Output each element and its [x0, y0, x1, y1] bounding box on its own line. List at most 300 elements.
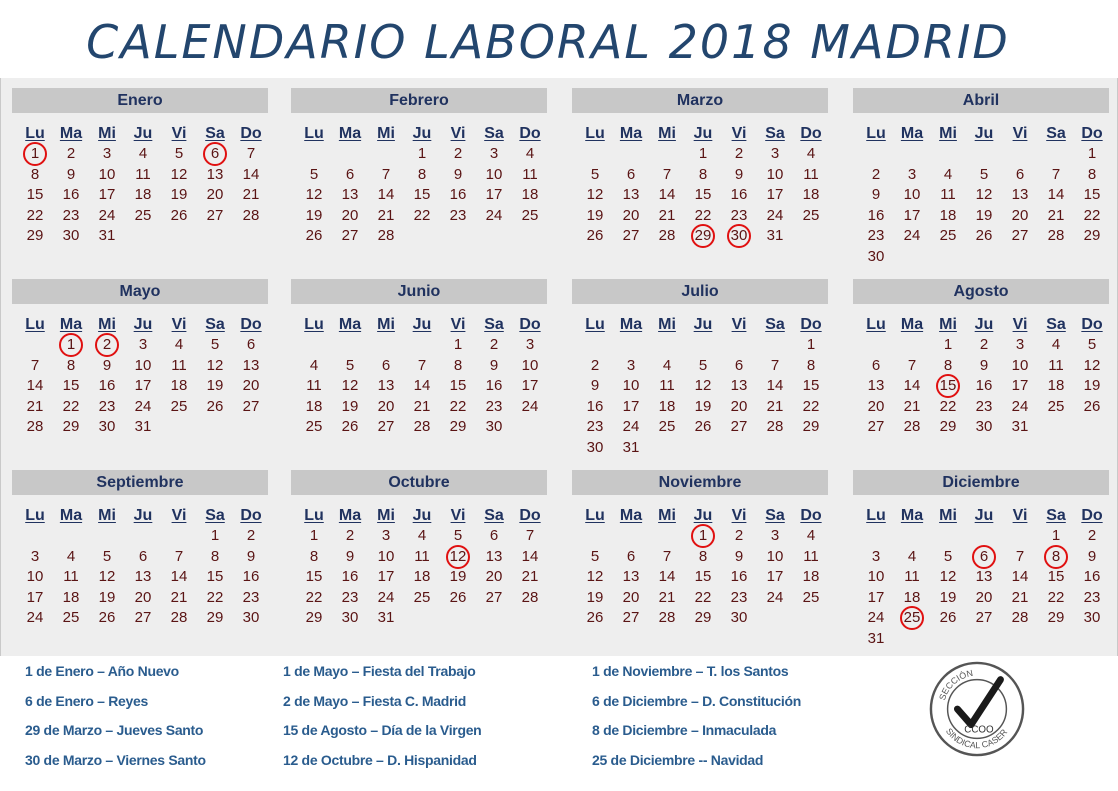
day-cell: 17 — [134, 377, 152, 394]
day-cell: 8 — [30, 165, 40, 183]
day-cell: 10 — [903, 186, 921, 203]
day-cell: 2 — [871, 165, 881, 183]
day-cell: 21 — [521, 568, 539, 585]
weekday-header: Ma — [619, 507, 643, 524]
weekday-header: Sa — [205, 125, 225, 142]
day-cell: 15 — [1083, 186, 1101, 203]
days-grid — [296, 506, 547, 629]
days-grid — [858, 315, 1109, 438]
day-cell: 24 — [98, 206, 116, 224]
day-cell: 13 — [622, 568, 640, 585]
weekday-header: Mi — [658, 507, 676, 524]
day-cell: 17 — [766, 568, 784, 585]
month-header: Noviembre — [572, 470, 828, 495]
weekday-header: Sa — [205, 316, 225, 333]
day-cell: 6 — [138, 547, 148, 565]
day-cell: 23 — [98, 397, 116, 415]
weekday-header: Ma — [338, 125, 362, 142]
day-cell: 23 — [867, 227, 885, 244]
day-cell: 31 — [766, 227, 784, 244]
weekday-header: Mi — [939, 316, 957, 333]
day-cell: 13 — [242, 356, 260, 374]
day-cell: 2 — [453, 145, 463, 162]
day-cell: 9 — [66, 165, 76, 183]
day-cell: 14 — [170, 568, 188, 585]
day-cell: 11 — [63, 568, 79, 585]
empty-cell — [613, 144, 649, 165]
day-cell: 7 — [381, 165, 391, 183]
weekday-header: Vi — [171, 316, 187, 333]
day-cell: 23 — [1083, 588, 1101, 606]
day-cell: 2 — [734, 145, 744, 162]
day-cell: 12 — [170, 165, 188, 183]
day-cell: 25 — [521, 206, 539, 224]
day-cell: 28 — [242, 206, 260, 224]
day-cell: 11 — [940, 186, 956, 203]
days-grid — [577, 315, 828, 458]
days-grid — [577, 506, 828, 629]
day-cell: 29 — [1047, 609, 1065, 626]
day-cell: 25 — [305, 418, 323, 435]
day-cell: 24 — [134, 397, 152, 415]
empty-cell — [404, 335, 440, 356]
holiday-day-cell: 8 — [1038, 547, 1074, 568]
day-cell: 30 — [485, 418, 503, 435]
weekday-header: Ju — [412, 316, 432, 333]
empty-cell — [649, 335, 685, 356]
day-cell: 8 — [210, 547, 220, 565]
day-cell: 31 — [867, 629, 885, 647]
day-cell: 22 — [1047, 588, 1065, 606]
month-febrero — [291, 88, 547, 247]
day-cell: 18 — [658, 397, 676, 415]
day-cell: 30 — [242, 609, 260, 626]
day-cell: 21 — [170, 588, 188, 606]
empty-cell — [1002, 526, 1038, 547]
day-cell: 28 — [658, 227, 676, 244]
day-cell: 3 — [30, 547, 40, 565]
day-cell: 11 — [904, 568, 920, 585]
empty-cell — [577, 144, 613, 165]
day-cell: 4 — [174, 336, 184, 353]
day-cell: 31 — [134, 418, 152, 435]
day-cell: 1 — [943, 336, 953, 353]
weekday-header: Vi — [1012, 125, 1028, 142]
day-cell: 16 — [730, 186, 748, 203]
day-cell: 9 — [489, 356, 499, 374]
holiday-item: 6 de Diciembre – D. Constitución — [592, 692, 801, 709]
holiday-day-cell: 6 — [197, 144, 233, 165]
day-cell: 15 — [26, 186, 44, 203]
day-cell: 17 — [26, 588, 44, 606]
day-cell: 31 — [98, 227, 116, 244]
month-header: Mayo — [12, 279, 268, 304]
day-cell: 6 — [489, 527, 499, 544]
weekday-header: Do — [240, 316, 262, 333]
page-title: CALENDARIO LABORAL 2018 MADRID — [86, 15, 1010, 69]
empty-cell — [296, 144, 332, 165]
day-cell: 16 — [62, 186, 80, 203]
weekday-header: Ma — [59, 507, 83, 524]
day-cell: 5 — [453, 527, 463, 544]
weekday-header: Do — [800, 507, 822, 524]
day-cell: 2 — [1087, 527, 1097, 544]
day-cell: 21 — [1011, 588, 1029, 606]
day-cell: 6 — [345, 165, 355, 183]
day-cell: 7 — [30, 356, 40, 374]
day-cell: 19 — [586, 206, 604, 224]
empty-cell — [296, 335, 332, 356]
weekday-header: Ma — [900, 316, 924, 333]
holiday-day-cell: 30 — [721, 226, 757, 247]
day-cell: 5 — [102, 547, 112, 565]
holiday-item: 12 de Octubre – D. Hispanidad — [283, 751, 477, 768]
day-cell: 23 — [730, 206, 748, 224]
day-cell: 5 — [979, 165, 989, 183]
day-cell: 4 — [943, 165, 953, 183]
day-cell: 4 — [309, 356, 319, 374]
day-cell: 11 — [522, 165, 538, 183]
day-cell: 26 — [939, 609, 957, 626]
seal-top-text: SECCIÓN — [937, 667, 974, 702]
day-cell: 14 — [1047, 186, 1065, 203]
day-cell: 11 — [803, 165, 819, 183]
month-header: Agosto — [853, 279, 1109, 304]
day-cell: 29 — [305, 609, 323, 626]
day-cell: 10 — [766, 165, 784, 183]
day-cell: 19 — [206, 377, 224, 394]
empty-cell — [577, 526, 613, 547]
day-cell: 4 — [806, 527, 816, 544]
day-cell: 9 — [102, 356, 112, 374]
weekday-header: Mi — [939, 507, 957, 524]
day-cell: 13 — [622, 186, 640, 203]
day-cell: 24 — [485, 206, 503, 224]
month-header: Junio — [291, 279, 547, 304]
weekday-header: Mi — [377, 125, 395, 142]
weekday-header: Lu — [25, 125, 45, 142]
day-cell: 14 — [658, 186, 676, 203]
month-header: Septiembre — [12, 470, 268, 495]
day-cell: 12 — [975, 186, 993, 203]
day-cell: 10 — [521, 356, 539, 374]
day-cell: 8 — [453, 356, 463, 374]
day-cell: 15 — [413, 186, 431, 203]
days-grid — [296, 124, 547, 247]
weekday-header: Vi — [450, 316, 466, 333]
day-cell: 28 — [1047, 227, 1065, 244]
weekday-header: Ju — [693, 507, 713, 524]
empty-cell — [332, 335, 368, 356]
empty-cell — [649, 144, 685, 165]
empty-cell — [125, 526, 161, 547]
day-cell: 11 — [171, 356, 187, 374]
day-cell: 12 — [341, 377, 359, 394]
empty-cell — [613, 335, 649, 356]
day-cell: 4 — [138, 145, 148, 162]
day-cell: 8 — [806, 356, 816, 374]
day-cell: 18 — [305, 397, 323, 415]
weekday-header: Lu — [585, 316, 605, 333]
ccoo-seal-logo — [928, 660, 1026, 758]
day-cell: 7 — [246, 145, 256, 162]
day-cell: 12 — [694, 377, 712, 394]
day-cell: 3 — [907, 165, 917, 183]
day-cell: 3 — [770, 527, 780, 544]
day-cell: 20 — [867, 397, 885, 415]
weekday-header: Do — [800, 316, 822, 333]
day-cell: 29 — [1083, 227, 1101, 244]
day-cell: 7 — [525, 527, 535, 544]
day-cell: 25 — [413, 588, 431, 606]
day-cell: 21 — [413, 397, 431, 415]
days-grid — [296, 315, 547, 438]
day-cell: 2 — [590, 356, 600, 374]
empty-cell — [894, 335, 930, 356]
day-cell: 30 — [98, 418, 116, 435]
empty-cell — [721, 335, 757, 356]
weekday-header: Do — [240, 125, 262, 142]
weekday-header: Vi — [731, 316, 747, 333]
day-cell: 22 — [939, 397, 957, 415]
holiday-day-cell: 12 — [440, 547, 476, 568]
day-cell: 17 — [903, 206, 921, 224]
holiday-item: 6 de Enero – Reyes — [25, 692, 148, 709]
day-cell: 10 — [98, 165, 116, 183]
day-cell: 11 — [659, 377, 675, 394]
day-cell: 17 — [521, 377, 539, 394]
empty-cell — [1038, 144, 1074, 165]
day-cell: 1 — [1051, 527, 1061, 544]
weekday-header: Ju — [412, 125, 432, 142]
day-cell: 19 — [975, 206, 993, 224]
day-cell: 25 — [170, 397, 188, 415]
weekday-header: Do — [519, 507, 541, 524]
day-cell: 26 — [341, 418, 359, 435]
day-cell: 23 — [62, 206, 80, 224]
day-cell: 13 — [485, 547, 503, 565]
day-cell: 7 — [770, 356, 780, 374]
day-cell: 4 — [662, 356, 672, 374]
day-cell: 15 — [62, 377, 80, 394]
day-cell: 6 — [734, 356, 744, 374]
day-cell: 18 — [802, 568, 820, 585]
day-cell: 8 — [66, 356, 76, 374]
weekday-header: Do — [519, 125, 541, 142]
weekday-header: Sa — [765, 316, 785, 333]
day-cell: 17 — [377, 568, 395, 585]
day-cell: 22 — [449, 397, 467, 415]
day-cell: 11 — [803, 547, 819, 565]
empty-cell — [368, 335, 404, 356]
weekday-header: Do — [1081, 507, 1103, 524]
day-cell: 20 — [622, 206, 640, 224]
day-cell: 16 — [867, 206, 885, 224]
weekday-header: Ma — [900, 507, 924, 524]
day-cell: 15 — [1047, 568, 1065, 585]
day-cell: 1 — [698, 145, 708, 162]
weekday-header: Ma — [59, 316, 83, 333]
empty-cell — [161, 526, 197, 547]
day-cell: 15 — [305, 568, 323, 585]
day-cell: 29 — [26, 227, 44, 244]
day-cell: 29 — [62, 418, 80, 435]
day-cell: 15 — [206, 568, 224, 585]
holiday-day-cell: 1 — [685, 526, 721, 547]
day-cell: 20 — [377, 397, 395, 415]
day-cell: 24 — [26, 609, 44, 626]
empty-cell — [966, 526, 1002, 547]
day-cell: 3 — [102, 145, 112, 162]
day-cell: 27 — [622, 609, 640, 626]
day-cell: 24 — [1011, 397, 1029, 415]
calendar-grid-panel — [0, 78, 1118, 656]
day-cell: 3 — [138, 336, 148, 353]
day-cell: 27 — [134, 609, 152, 626]
day-cell: 18 — [62, 588, 80, 606]
day-cell: 13 — [341, 186, 359, 203]
day-cell: 14 — [1011, 568, 1029, 585]
day-cell: 10 — [622, 377, 640, 394]
day-cell: 19 — [939, 588, 957, 606]
days-grid — [858, 506, 1109, 649]
day-cell: 22 — [413, 206, 431, 224]
day-cell: 29 — [206, 609, 224, 626]
day-cell: 2 — [734, 527, 744, 544]
day-cell: 18 — [903, 588, 921, 606]
day-cell: 17 — [1011, 377, 1029, 394]
weekday-header: Ju — [974, 125, 994, 142]
day-cell: 30 — [975, 418, 993, 435]
month-marzo — [572, 88, 828, 247]
day-cell: 24 — [766, 588, 784, 606]
day-cell: 23 — [242, 588, 260, 606]
day-cell: 19 — [341, 397, 359, 415]
day-cell: 6 — [871, 356, 881, 374]
holiday-day-cell: 29 — [685, 226, 721, 247]
day-cell: 17 — [766, 186, 784, 203]
day-cell: 26 — [975, 227, 993, 244]
day-cell: 5 — [174, 145, 184, 162]
weekday-header: Mi — [377, 507, 395, 524]
empty-cell — [858, 144, 894, 165]
day-cell: 1 — [309, 527, 319, 544]
day-cell: 12 — [586, 568, 604, 585]
weekday-header: Do — [800, 125, 822, 142]
weekday-header: Sa — [484, 125, 504, 142]
day-cell: 16 — [341, 568, 359, 585]
weekday-header: Mi — [98, 507, 116, 524]
days-grid — [17, 124, 268, 247]
day-cell: 12 — [206, 356, 224, 374]
day-cell: 28 — [26, 418, 44, 435]
day-cell: 25 — [939, 227, 957, 244]
weekday-header: Do — [1081, 125, 1103, 142]
day-cell: 28 — [377, 227, 395, 244]
day-cell: 19 — [170, 186, 188, 203]
weekday-header: Ju — [412, 507, 432, 524]
day-cell: 2 — [489, 336, 499, 353]
empty-cell — [894, 144, 930, 165]
day-cell: 18 — [939, 206, 957, 224]
day-cell: 27 — [242, 397, 260, 415]
day-cell: 26 — [170, 206, 188, 224]
empty-cell — [1002, 144, 1038, 165]
day-cell: 19 — [1083, 377, 1101, 394]
weekday-header: Vi — [731, 125, 747, 142]
month-junio — [291, 279, 547, 438]
weekday-header: Do — [240, 507, 262, 524]
day-cell: 20 — [622, 588, 640, 606]
day-cell: 3 — [489, 145, 499, 162]
day-cell: 8 — [1087, 165, 1097, 183]
weekday-header: Do — [519, 316, 541, 333]
day-cell: 11 — [306, 377, 322, 394]
day-cell: 6 — [626, 547, 636, 565]
month-header: Diciembre — [853, 470, 1109, 495]
day-cell: 13 — [867, 377, 885, 394]
day-cell: 30 — [62, 227, 80, 244]
day-cell: 18 — [1047, 377, 1065, 394]
day-cell: 9 — [453, 165, 463, 183]
day-cell: 18 — [521, 186, 539, 203]
holiday-item: 25 de Diciembre -- Navidad — [592, 751, 764, 768]
day-cell: 20 — [134, 588, 152, 606]
day-cell: 2 — [66, 145, 76, 162]
weekday-header: Ju — [133, 125, 153, 142]
empty-cell — [613, 526, 649, 547]
holiday-item: 1 de Noviembre – T. los Santos — [592, 663, 789, 679]
day-cell: 28 — [1011, 609, 1029, 626]
day-cell: 14 — [766, 377, 784, 394]
weekday-header: Lu — [25, 316, 45, 333]
month-julio — [572, 279, 828, 458]
holiday-item: 1 de Mayo – Fiesta del Trabajo — [283, 663, 476, 679]
day-cell: 27 — [730, 418, 748, 435]
day-cell: 20 — [975, 588, 993, 606]
day-cell: 21 — [766, 397, 784, 415]
day-cell: 6 — [381, 356, 391, 374]
day-cell: 25 — [62, 609, 80, 626]
day-cell: 16 — [242, 568, 260, 585]
day-cell: 5 — [590, 165, 600, 183]
day-cell: 11 — [1048, 356, 1064, 374]
day-cell: 27 — [1011, 227, 1029, 244]
day-cell: 26 — [586, 227, 604, 244]
day-cell: 8 — [943, 356, 953, 374]
day-cell: 13 — [134, 568, 152, 585]
month-agosto — [853, 279, 1109, 438]
day-cell: 16 — [730, 568, 748, 585]
weekday-header: Mi — [98, 125, 116, 142]
month-header: Octubre — [291, 470, 547, 495]
month-noviembre — [572, 470, 828, 629]
weekday-header: Sa — [765, 507, 785, 524]
day-cell: 31 — [622, 438, 640, 456]
day-cell: 28 — [766, 418, 784, 435]
day-cell: 26 — [694, 418, 712, 435]
holiday-column — [592, 660, 801, 778]
day-cell: 16 — [449, 186, 467, 203]
day-cell: 16 — [98, 377, 116, 394]
day-cell: 24 — [903, 227, 921, 244]
day-cell: 1 — [417, 145, 427, 162]
days-grid — [577, 124, 828, 247]
weekday-header: Ju — [133, 316, 153, 333]
day-cell: 23 — [975, 397, 993, 415]
day-cell: 28 — [903, 418, 921, 435]
day-cell: 2 — [345, 527, 355, 544]
